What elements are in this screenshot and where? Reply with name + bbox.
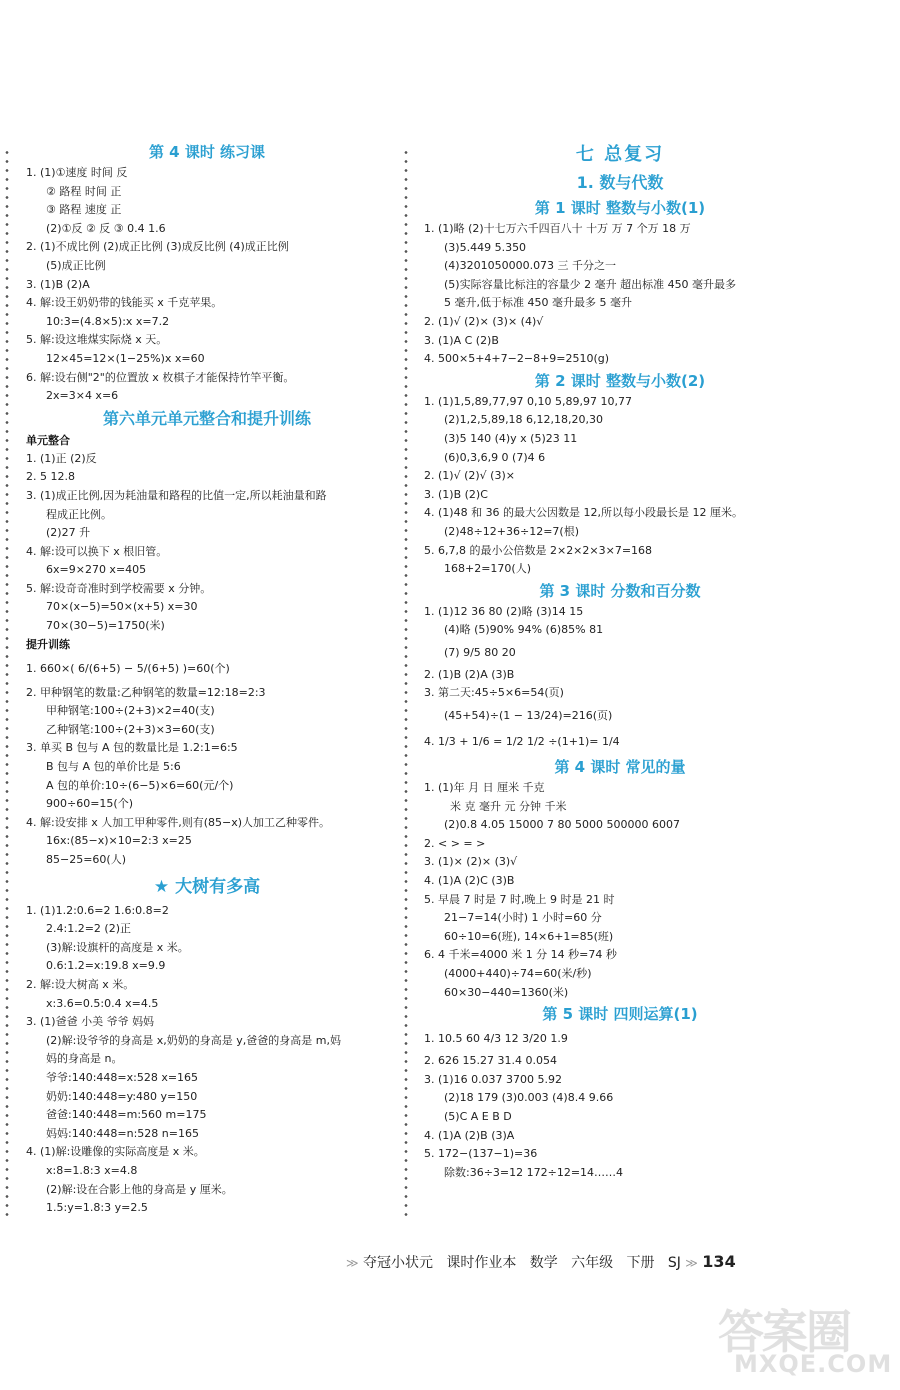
answer-line: 12×45=12×(1−25%)x x=60	[46, 351, 205, 365]
answer-line: ③ 路程 速度 正	[46, 203, 122, 217]
answer-line: 10:3=(4.8×5):x x=7.2	[46, 314, 170, 328]
answer-line: 0.6:1.2=x:19.8 x=9.9	[46, 959, 166, 973]
footer-grade: 六年级	[571, 1255, 614, 1271]
answer-line: (6)0,3,6,9 0 (7)4 6	[444, 450, 546, 464]
answers-how-tall-is-the-tree	[26, 902, 388, 1218]
answer-line: (4000+440)÷74=60(米/秒)	[444, 967, 592, 980]
answers-lesson4-practice	[26, 164, 388, 406]
answer-line: x:3.6=0.5:0.4 x=4.5	[46, 996, 159, 1010]
answer-line: 168+2=170(人)	[444, 562, 532, 576]
answer-line: 2. 甲种钢笔的数量:乙种钢笔的数量=12:18=2:3	[26, 685, 266, 699]
answer-line: 6. 解:设右侧"2"的位置放 x 枚棋子才能保持竹竿平衡。	[26, 370, 295, 384]
answers-lesson4-measures	[424, 779, 816, 1002]
answer-line: 1.5:y=1.8:3 y=2.5	[46, 1201, 148, 1215]
answer-line: 爷爷:140:448=x:528 x=165	[46, 1070, 199, 1084]
answer-line: 4. (1)A (2)C (3)B	[424, 874, 515, 888]
answer-line: 1. (1)正 (2)反	[26, 451, 97, 465]
answer-line: 3. (1)爸爸 小美 爷爷 妈妈	[26, 1015, 155, 1029]
answer-line: (2)48÷12+36÷12=7(根)	[444, 524, 580, 538]
answer-line: ② 路程 时间 正	[46, 184, 122, 198]
answer-line: 1. (1)12 36 80 (2)略 (3)14 15	[424, 604, 584, 618]
answer-line: (5)成正比例	[46, 258, 106, 272]
answer-line: 2. 626 15.27 31.4 0.054	[424, 1054, 557, 1068]
answer-line: 60×30−440=1360(米)	[444, 985, 569, 999]
answer-line: 70×(x−5)=50×(x+5) x=30	[46, 600, 198, 614]
sub-label-unit-integration: 单元整合	[26, 433, 70, 447]
answer-line: 5. 早晨 7 时是 7 时,晚上 9 时是 21 时	[424, 892, 615, 906]
answer-line: 甲种钢笔:100÷(2+3)×2=40(支)	[46, 704, 215, 718]
answer-line: 4. (1)A (2)B (3)A	[424, 1128, 515, 1142]
answer-line: 2. < > = >	[424, 836, 486, 850]
answer-line: 2. 解:设大树高 x 米。	[26, 977, 135, 991]
answer-line: 程成正比例。	[46, 507, 112, 521]
answer-line: 妈的身高是 n。	[46, 1052, 123, 1066]
answer-line: 1. 10.5 60 4/3 12 3/20 1.9	[424, 1032, 568, 1046]
answer-line: 1. (1)1.2:0.6=2 1.6:0.8=2	[26, 903, 169, 917]
section-title-unit6-review: 第六单元单元整合和提升训练	[102, 408, 311, 428]
answer-line: 5. 172−(137−1)=36	[424, 1147, 538, 1161]
answer-line: 1. (1)年 月 日 厘米 千克	[424, 781, 545, 795]
footer-subject: 数学	[529, 1255, 558, 1271]
answer-line: (4)3201050000.073 三 千分之一	[444, 259, 617, 273]
answer-line: 4. (1)解:设雕像的实际高度是 x 米。	[26, 1145, 205, 1159]
answer-line: 3. (1)A C (2)B	[424, 333, 499, 347]
answer-line: 5. 6,7,8 的最小公倍数是 2×2×2×3×7=168	[424, 543, 653, 557]
watermark-url: MXQE.COM	[734, 1350, 893, 1378]
chevron-right-icon: ≫	[346, 1256, 359, 1270]
page-footer	[346, 1252, 736, 1272]
answer-line: (2)1,2,5,89,18 6,12,18,20,30	[444, 413, 604, 427]
answer-line: A 包的单价:10÷(6−5)×6=60(元/个)	[46, 778, 234, 792]
answer-line: 4. 解:设王奶奶带的钱能买 x 千克苹果。	[26, 296, 223, 310]
section-title-lesson4-measures: 第 4 课时 常见的量	[554, 758, 686, 777]
page-number: 134	[702, 1252, 736, 1271]
answer-line: x:8=1.8:3 x=4.8	[46, 1163, 138, 1177]
section-title-lesson2: 第 2 课时 整数与小数(2)	[534, 371, 706, 390]
section-title-lesson4-practice: 第 4 课时 练习课	[148, 143, 266, 161]
answer-line: (2)0.8 4.05 15000 7 80 5000 500000 6007	[444, 818, 681, 832]
answer-line: 除数:36÷3=12 172÷12=14……4	[444, 1165, 624, 1179]
answer-line: 2. (1)B (2)A (3)B	[424, 667, 515, 681]
answer-line: 21−7=14(小时) 1 小时=60 分	[444, 911, 602, 925]
answer-line: 3. (1)B (2)A	[26, 277, 90, 291]
answer-line: (5)实际容量比标注的容量少 2 毫升 超出标准 450 毫升最多	[444, 277, 737, 291]
footer-book: 课时作业本	[446, 1255, 517, 1271]
answer-line: (2)①反 ② 反 ③ 0.4 1.6	[46, 221, 166, 235]
chapter-title-general-review: 七 总复习	[575, 144, 665, 165]
left-column	[26, 140, 388, 1218]
column-divider-dots	[404, 148, 408, 1218]
answer-line: 米 克 毫升 元 分钟 千米	[450, 799, 567, 813]
watermark	[700, 1296, 896, 1390]
section-title-lesson1: 第 1 课时 整数与小数(1)	[534, 199, 706, 217]
answer-line: 70×(30−5)=1750(米)	[46, 619, 165, 633]
answer-line: 4. 1/3 + 1/6 = 1/2 1/2 ÷(1+1)= 1/4	[424, 735, 620, 749]
sub-label-improvement-training: 提升训练	[26, 637, 70, 651]
answer-line: (2)18 179 (3)0.003 (4)8.4 9.66	[444, 1091, 614, 1105]
section-title-lesson5: 第 5 课时 四则运算(1)	[542, 1005, 698, 1024]
footer-term: 下册	[626, 1255, 655, 1271]
answer-line: 3. (1)成正比例,因为耗油量和路程的比值一定,所以耗油量和路	[26, 488, 327, 502]
answers-lesson2	[424, 393, 816, 579]
answer-line: (2)解:设爷爷的身高是 x,奶奶的身高是 y,爸爸的身高是 m,妈	[46, 1033, 342, 1047]
answer-line: 4. 500×5+4+7−2−8+9=2510(g)	[424, 352, 610, 366]
answer-line: 1. 660×( 6/(6+5) − 5/(6+5) )=60(个)	[26, 661, 230, 675]
answers-lesson1	[424, 220, 816, 369]
right-column	[424, 140, 816, 1182]
answer-line: 900÷60=15(个)	[46, 797, 134, 811]
answer-line: 3. 第二天:45÷5×6=54(页)	[424, 686, 564, 700]
answer-line: 3. 单买 B 包与 A 包的数量比是 1.2:1=6:5	[26, 741, 238, 755]
watermark-logo-text: 答案圈	[718, 1305, 850, 1359]
answers-lesson5	[424, 1026, 816, 1182]
chevron-right-icon: ≫	[685, 1256, 698, 1270]
answer-line: B 包与 A 包的单价比是 5:6	[46, 760, 181, 774]
answer-line: (3)5.449 5.350	[444, 240, 527, 254]
answer-line: 4. 解:设可以换下 x 根旧管。	[26, 544, 168, 558]
answer-line: 3. (1)B (2)C	[424, 487, 488, 501]
answer-line: 2. (1)√ (2)× (3)× (4)√	[424, 314, 544, 328]
answer-line: 2x=3×4 x=6	[46, 389, 119, 403]
answer-line: (2)解:设在合影上他的身高是 y 厘米。	[46, 1182, 233, 1196]
answer-line: 5. 解:设奇奇准时到学校需要 x 分钟。	[26, 581, 212, 595]
section-title-lesson3: 第 3 课时 分数和百分数	[539, 581, 701, 600]
answer-line: 1. (1)1,5,89,77,97 0,10 5,89,97 10,77	[424, 394, 633, 408]
answer-line: 6. 4 千米=4000 米 1 分 14 秒=74 秒	[424, 948, 617, 962]
answer-line: 16x:(85−x)×10=2:3 x=25	[46, 834, 192, 848]
answers-lesson3	[424, 603, 816, 755]
answers-improvement-training	[26, 654, 388, 870]
answer-line: 2. (1)不成比例 (2)成正比例 (3)成反比例 (4)成正比例	[26, 240, 289, 254]
answer-line: (5)C A E B D	[444, 1109, 512, 1123]
answer-line: (4)略 (5)90% 94% (6)85% 81	[444, 623, 604, 637]
answer-line: 6x=9×270 x=405	[46, 563, 147, 577]
answer-line: (3)5 140 (4)y x (5)23 11	[444, 431, 578, 445]
answer-line: 85−25=60(人)	[46, 853, 127, 866]
answer-line: 3. (1)16 0.037 3700 5.92	[424, 1072, 563, 1086]
answer-line: 5. 解:设这堆煤实际烧 x 天。	[26, 333, 168, 347]
answer-line: (7) 9/5 80 20	[444, 645, 516, 659]
answer-line: 1. (1)①速度 时间 反	[26, 166, 128, 179]
answers-unit-integration	[26, 450, 388, 636]
answer-line: 奶奶:140:448=y:480 y=150	[46, 1089, 198, 1103]
answer-line: 1. (1)略 (2)十七万六千四百八十 十万 万 7 个万 18 万	[424, 222, 691, 235]
answer-line: (3)解:设旗杆的高度是 x 米。	[46, 940, 189, 954]
binding-dots-left	[5, 148, 9, 1218]
footer-edition: SJ	[667, 1255, 681, 1271]
answer-line: 60÷10=6(班), 14×6+1=85(班)	[444, 929, 614, 943]
answer-line: 4. (1)48 和 36 的最大公因数是 12,所以每小段最长是 12 厘米。	[424, 506, 744, 520]
section-title-how-tall-is-the-tree: ★ 大树有多高	[153, 876, 261, 897]
answer-line: 3. (1)× (2)× (3)√	[424, 855, 518, 869]
answer-line: 2. (1)√ (2)√ (3)×	[424, 469, 515, 483]
footer-brand: 夺冠小状元	[363, 1255, 434, 1271]
answer-line: 爸爸:140:448=m:560 m=175	[46, 1108, 207, 1122]
answer-line: 2.4:1.2=2 (2)正	[46, 922, 131, 936]
answer-line: 4. 解:设安排 x 人加工甲种零件,则有(85−x)人加工乙种零件。	[26, 815, 331, 829]
answer-line: 5 毫升,低于标准 450 毫升最多 5 毫升	[444, 296, 632, 310]
answer-line: 妈妈:140:448=n:528 n=165	[46, 1126, 199, 1140]
answer-line: 2. 5 12.8	[26, 470, 75, 484]
answer-line: (2)27 升	[46, 526, 91, 540]
answer-line: 乙种钢笔:100÷(2+3)×3=60(支)	[46, 722, 215, 736]
subchapter-title-number-algebra: 1. 数与代数	[576, 173, 664, 192]
answer-line: (45+54)÷(1 − 13/24)=216(页)	[444, 709, 613, 723]
